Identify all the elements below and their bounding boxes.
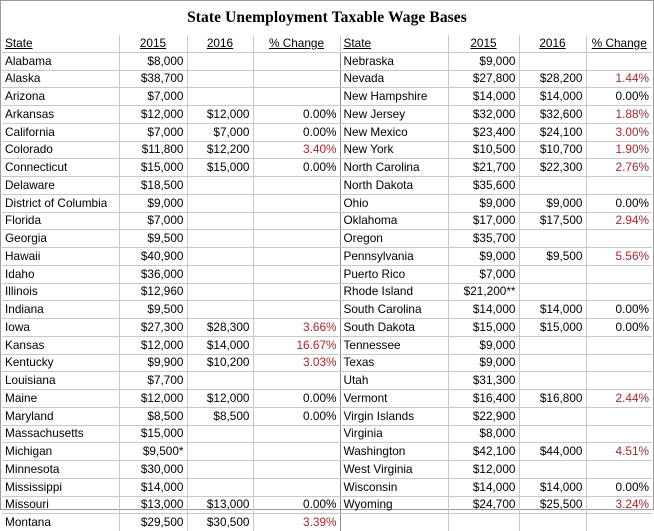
left-y2016-cell bbox=[187, 443, 253, 461]
left-change-cell bbox=[253, 372, 340, 390]
table-row bbox=[2, 443, 652, 461]
right-y2016-cell: $32,600 bbox=[519, 106, 586, 124]
left-change-cell: 0.00% bbox=[253, 407, 340, 425]
left-state-cell: Delaware bbox=[2, 177, 119, 195]
right-y2016-cell: $14,000 bbox=[519, 301, 586, 319]
right-change-cell: 3.00% bbox=[586, 123, 652, 141]
right-y2015-cell: $23,400 bbox=[448, 123, 519, 141]
right-y2016-cell bbox=[519, 407, 586, 425]
right-y2016-cell bbox=[519, 283, 586, 301]
right-change-cell: 2.94% bbox=[586, 212, 652, 230]
right-change-cell: 3.24% bbox=[586, 496, 652, 514]
right-state-cell: North Dakota bbox=[340, 177, 448, 195]
right-y2016-cell: $44,000 bbox=[519, 443, 586, 461]
right-change-cell: 0.00% bbox=[586, 88, 652, 106]
wage-base-table bbox=[2, 35, 652, 531]
right-state-cell: Ohio bbox=[340, 194, 448, 212]
left-y2016-cell bbox=[187, 283, 253, 301]
right-state-cell: South Carolina bbox=[340, 301, 448, 319]
right-y2016-cell bbox=[519, 336, 586, 354]
left-y2016-cell: $10,200 bbox=[187, 354, 253, 372]
right-change-cell: 1.88% bbox=[586, 106, 652, 124]
left-y2016-cell bbox=[187, 301, 253, 319]
left-y2015-cell: $9,500* bbox=[119, 443, 187, 461]
left-y2015-cell: $13,000 bbox=[119, 496, 187, 514]
left-state-cell: Alabama bbox=[2, 52, 119, 70]
right-change-cell bbox=[586, 425, 652, 443]
left-state-cell: Alaska bbox=[2, 70, 119, 88]
table-row bbox=[2, 141, 652, 159]
right-change-cell: 0.00% bbox=[586, 478, 652, 496]
table-row bbox=[2, 354, 652, 372]
left-state-cell: Arkansas bbox=[2, 106, 119, 124]
header-state-left: State bbox=[2, 35, 119, 52]
right-y2016-cell: $14,000 bbox=[519, 88, 586, 106]
left-y2016-cell bbox=[187, 372, 253, 390]
left-y2016-cell: $8,500 bbox=[187, 407, 253, 425]
left-y2016-cell: $13,000 bbox=[187, 496, 253, 514]
left-state-cell: Iowa bbox=[2, 319, 119, 337]
right-y2016-cell: $15,000 bbox=[519, 319, 586, 337]
table-body bbox=[2, 52, 652, 531]
left-y2016-cell: $12,000 bbox=[187, 106, 253, 124]
right-change-cell bbox=[586, 354, 652, 372]
right-y2016-cell: $10,700 bbox=[519, 141, 586, 159]
right-y2015-cell: $14,000 bbox=[448, 478, 519, 496]
table-row bbox=[2, 52, 652, 70]
left-change-cell bbox=[253, 212, 340, 230]
left-state-cell: Idaho bbox=[2, 265, 119, 283]
header-2015-left: 2015 bbox=[119, 35, 187, 52]
left-y2015-cell: $7,700 bbox=[119, 372, 187, 390]
left-state-cell: Maryland bbox=[2, 407, 119, 425]
left-y2015-cell: $36,000 bbox=[119, 265, 187, 283]
left-change-cell bbox=[253, 52, 340, 70]
left-change-cell bbox=[253, 425, 340, 443]
right-change-cell: 5.56% bbox=[586, 248, 652, 266]
right-y2015-cell: $35,700 bbox=[448, 230, 519, 248]
right-y2015-cell: $21,700 bbox=[448, 159, 519, 177]
left-y2015-cell: $9,500 bbox=[119, 230, 187, 248]
page-title: State Unemployment Taxable Wage Bases bbox=[187, 9, 467, 26]
left-state-cell: Massachusetts bbox=[2, 425, 119, 443]
left-y2016-cell bbox=[187, 248, 253, 266]
right-y2016-cell bbox=[519, 425, 586, 443]
right-y2015-cell: $17,000 bbox=[448, 212, 519, 230]
left-y2015-cell: $9,500 bbox=[119, 301, 187, 319]
right-change-cell bbox=[586, 265, 652, 283]
left-change-cell bbox=[253, 248, 340, 266]
right-change-cell bbox=[586, 336, 652, 354]
table-row bbox=[2, 301, 652, 319]
right-change-cell bbox=[586, 461, 652, 479]
header-2015-right: 2015 bbox=[448, 35, 519, 52]
right-state-cell: Virginia bbox=[340, 425, 448, 443]
left-change-cell bbox=[253, 177, 340, 195]
left-change-cell bbox=[253, 478, 340, 496]
right-change-cell bbox=[586, 407, 652, 425]
right-state-cell: Oregon bbox=[340, 230, 448, 248]
header-2016-left: 2016 bbox=[187, 35, 253, 52]
right-state-cell: New Jersey bbox=[340, 106, 448, 124]
left-y2016-cell: $7,000 bbox=[187, 123, 253, 141]
left-change-cell: 3.03% bbox=[253, 354, 340, 372]
left-state-cell: Arizona bbox=[2, 88, 119, 106]
left-state-cell: Montana bbox=[2, 514, 119, 531]
left-change-cell bbox=[253, 301, 340, 319]
table-row bbox=[2, 496, 652, 514]
right-y2015-cell: $9,000 bbox=[448, 194, 519, 212]
right-state-cell: Wyoming bbox=[340, 496, 448, 514]
left-state-cell: Illinois bbox=[2, 283, 119, 301]
left-y2016-cell bbox=[187, 478, 253, 496]
right-change-cell bbox=[586, 514, 652, 531]
right-y2015-cell: $8,000 bbox=[448, 425, 519, 443]
table-row bbox=[2, 461, 652, 479]
table-row bbox=[2, 319, 652, 337]
right-state-cell: Nebraska bbox=[340, 52, 448, 70]
table-row bbox=[2, 70, 652, 88]
left-state-cell: Indiana bbox=[2, 301, 119, 319]
right-y2015-cell: $9,000 bbox=[448, 354, 519, 372]
left-y2015-cell: $12,000 bbox=[119, 106, 187, 124]
table-row bbox=[2, 514, 652, 531]
table-row bbox=[2, 425, 652, 443]
left-change-cell: 16.67% bbox=[253, 336, 340, 354]
right-y2015-cell bbox=[448, 514, 519, 531]
right-change-cell bbox=[586, 177, 652, 195]
right-state-cell: Virgin Islands bbox=[340, 407, 448, 425]
right-y2015-cell: $27,800 bbox=[448, 70, 519, 88]
left-y2016-cell bbox=[187, 230, 253, 248]
right-state-cell: Wisconsin bbox=[340, 478, 448, 496]
header-change-right: % Change bbox=[586, 35, 652, 52]
left-y2015-cell: $27,300 bbox=[119, 319, 187, 337]
right-state-cell: West Virginia bbox=[340, 461, 448, 479]
left-y2016-cell: $15,000 bbox=[187, 159, 253, 177]
left-change-cell bbox=[253, 194, 340, 212]
table-row bbox=[2, 265, 652, 283]
right-change-cell: 0.00% bbox=[586, 194, 652, 212]
header-2016-right: 2016 bbox=[519, 35, 586, 52]
left-y2015-cell: $40,900 bbox=[119, 248, 187, 266]
right-state-cell: Pennsylvania bbox=[340, 248, 448, 266]
left-y2015-cell: $8,000 bbox=[119, 52, 187, 70]
left-state-cell: Kentucky bbox=[2, 354, 119, 372]
right-state-cell: Nevada bbox=[340, 70, 448, 88]
right-y2015-cell: $9,000 bbox=[448, 248, 519, 266]
left-change-cell: 0.00% bbox=[253, 106, 340, 124]
right-y2016-cell bbox=[519, 230, 586, 248]
right-y2016-cell: $28,200 bbox=[519, 70, 586, 88]
left-state-cell: Kansas bbox=[2, 336, 119, 354]
left-change-cell bbox=[253, 443, 340, 461]
left-state-cell: Florida bbox=[2, 212, 119, 230]
right-change-cell: 0.00% bbox=[586, 301, 652, 319]
left-y2015-cell: $15,000 bbox=[119, 425, 187, 443]
left-state-cell: Hawaii bbox=[2, 248, 119, 266]
table-row bbox=[2, 159, 652, 177]
table-row bbox=[2, 336, 652, 354]
right-y2015-cell: $14,000 bbox=[448, 88, 519, 106]
left-change-cell: 0.00% bbox=[253, 390, 340, 408]
left-y2016-cell: $30,500 bbox=[187, 514, 253, 531]
left-y2016-cell bbox=[187, 425, 253, 443]
right-y2016-cell: $14,000 bbox=[519, 478, 586, 496]
right-y2015-cell: $10,500 bbox=[448, 141, 519, 159]
header-row bbox=[2, 35, 652, 52]
right-y2015-cell: $24,700 bbox=[448, 496, 519, 514]
right-state-cell: Utah bbox=[340, 372, 448, 390]
right-y2015-cell: $16,400 bbox=[448, 390, 519, 408]
left-y2016-cell: $14,000 bbox=[187, 336, 253, 354]
table-row bbox=[2, 88, 652, 106]
right-state-cell bbox=[340, 514, 448, 531]
table-row bbox=[2, 248, 652, 266]
left-change-cell bbox=[253, 70, 340, 88]
right-y2015-cell: $9,000 bbox=[448, 52, 519, 70]
table-row bbox=[2, 283, 652, 301]
left-state-cell: Colorado bbox=[2, 141, 119, 159]
right-y2016-cell: $9,500 bbox=[519, 248, 586, 266]
right-state-cell: New Mexico bbox=[340, 123, 448, 141]
table-row bbox=[2, 194, 652, 212]
right-y2015-cell: $14,000 bbox=[448, 301, 519, 319]
left-change-cell bbox=[253, 88, 340, 106]
left-change-cell bbox=[253, 461, 340, 479]
right-y2015-cell: $9,000 bbox=[448, 336, 519, 354]
header-state-right: State bbox=[340, 35, 448, 52]
right-y2015-cell: $31,300 bbox=[448, 372, 519, 390]
left-y2015-cell: $7,000 bbox=[119, 123, 187, 141]
right-change-cell: 1.90% bbox=[586, 141, 652, 159]
left-y2016-cell bbox=[187, 212, 253, 230]
left-y2016-cell bbox=[187, 88, 253, 106]
left-y2016-cell bbox=[187, 52, 253, 70]
left-state-cell: District of Columbia bbox=[2, 194, 119, 212]
left-state-cell: California bbox=[2, 123, 119, 141]
left-change-cell bbox=[253, 265, 340, 283]
right-y2016-cell bbox=[519, 514, 586, 531]
right-y2015-cell: $15,000 bbox=[448, 319, 519, 337]
right-y2016-cell: $25,500 bbox=[519, 496, 586, 514]
left-y2015-cell: $11,800 bbox=[119, 141, 187, 159]
right-change-cell bbox=[586, 230, 652, 248]
left-y2015-cell: $7,000 bbox=[119, 212, 187, 230]
left-y2015-cell: $12,000 bbox=[119, 336, 187, 354]
right-change-cell: 0.00% bbox=[586, 319, 652, 337]
left-y2015-cell: $30,000 bbox=[119, 461, 187, 479]
left-state-cell: Connecticut bbox=[2, 159, 119, 177]
left-y2015-cell: $8,500 bbox=[119, 407, 187, 425]
right-y2016-cell bbox=[519, 372, 586, 390]
left-state-cell: Minnesota bbox=[2, 461, 119, 479]
right-y2016-cell: $24,100 bbox=[519, 123, 586, 141]
right-state-cell: North Carolina bbox=[340, 159, 448, 177]
left-y2015-cell: $12,000 bbox=[119, 390, 187, 408]
left-y2015-cell: $29,500 bbox=[119, 514, 187, 531]
right-state-cell: New York bbox=[340, 141, 448, 159]
left-y2016-cell: $28,300 bbox=[187, 319, 253, 337]
left-y2015-cell: $38,700 bbox=[119, 70, 187, 88]
left-state-cell: Maine bbox=[2, 390, 119, 408]
left-y2016-cell: $12,000 bbox=[187, 390, 253, 408]
left-state-cell: Missouri bbox=[2, 496, 119, 514]
right-y2016-cell bbox=[519, 461, 586, 479]
left-state-cell: Louisiana bbox=[2, 372, 119, 390]
right-change-cell: 4.51% bbox=[586, 443, 652, 461]
right-state-cell: Rhode Island bbox=[340, 283, 448, 301]
right-change-cell bbox=[586, 52, 652, 70]
left-y2016-cell bbox=[187, 265, 253, 283]
right-y2016-cell bbox=[519, 177, 586, 195]
left-y2016-cell bbox=[187, 177, 253, 195]
table-row bbox=[2, 212, 652, 230]
right-y2015-cell: $12,000 bbox=[448, 461, 519, 479]
table-row bbox=[2, 478, 652, 496]
table-row bbox=[2, 407, 652, 425]
left-y2016-cell bbox=[187, 194, 253, 212]
right-y2015-cell: $42,100 bbox=[448, 443, 519, 461]
table-row bbox=[2, 106, 652, 124]
left-y2015-cell: $9,000 bbox=[119, 194, 187, 212]
right-y2015-cell: $7,000 bbox=[448, 265, 519, 283]
left-change-cell: 3.66% bbox=[253, 319, 340, 337]
right-state-cell: Oklahoma bbox=[340, 212, 448, 230]
left-change-cell bbox=[253, 230, 340, 248]
left-y2016-cell bbox=[187, 461, 253, 479]
right-change-cell: 2.44% bbox=[586, 390, 652, 408]
table-row bbox=[2, 123, 652, 141]
right-change-cell: 1.44% bbox=[586, 70, 652, 88]
right-state-cell: South Dakota bbox=[340, 319, 448, 337]
right-state-cell: Puerto Rico bbox=[340, 265, 448, 283]
table-row bbox=[2, 390, 652, 408]
right-y2016-cell: $16,800 bbox=[519, 390, 586, 408]
right-change-cell bbox=[586, 372, 652, 390]
right-y2016-cell: $17,500 bbox=[519, 212, 586, 230]
left-change-cell bbox=[253, 283, 340, 301]
right-state-cell: New Hampshire bbox=[340, 88, 448, 106]
left-state-cell: Michigan bbox=[2, 443, 119, 461]
left-y2015-cell: $14,000 bbox=[119, 478, 187, 496]
right-y2016-cell: $22,300 bbox=[519, 159, 586, 177]
left-y2015-cell: $7,000 bbox=[119, 88, 187, 106]
right-y2015-cell: $22,900 bbox=[448, 407, 519, 425]
left-y2015-cell: $9,900 bbox=[119, 354, 187, 372]
right-state-cell: Vermont bbox=[340, 390, 448, 408]
right-state-cell: Washington bbox=[340, 443, 448, 461]
right-y2015-cell: $32,000 bbox=[448, 106, 519, 124]
right-y2016-cell: $9,000 bbox=[519, 194, 586, 212]
right-y2016-cell bbox=[519, 265, 586, 283]
table-row bbox=[2, 177, 652, 195]
left-y2015-cell: $12,960 bbox=[119, 283, 187, 301]
table-row bbox=[2, 372, 652, 390]
left-y2016-cell: $12,200 bbox=[187, 141, 253, 159]
right-y2016-cell bbox=[519, 52, 586, 70]
left-change-cell: 3.39% bbox=[253, 514, 340, 531]
right-y2016-cell bbox=[519, 354, 586, 372]
header-change-left: % Change bbox=[253, 35, 340, 52]
right-change-cell: 2.76% bbox=[586, 159, 652, 177]
left-y2015-cell: $15,000 bbox=[119, 159, 187, 177]
left-y2016-cell bbox=[187, 70, 253, 88]
right-state-cell: Tennessee bbox=[340, 336, 448, 354]
left-change-cell: 0.00% bbox=[253, 496, 340, 514]
left-y2015-cell: $18,500 bbox=[119, 177, 187, 195]
right-y2015-cell: $21,200** bbox=[448, 283, 519, 301]
left-state-cell: Mississippi bbox=[2, 478, 119, 496]
right-change-cell bbox=[586, 283, 652, 301]
table-row bbox=[2, 230, 652, 248]
left-change-cell: 3.40% bbox=[253, 141, 340, 159]
left-change-cell: 0.00% bbox=[253, 159, 340, 177]
right-y2015-cell: $35,600 bbox=[448, 177, 519, 195]
right-state-cell: Texas bbox=[340, 354, 448, 372]
left-state-cell: Georgia bbox=[2, 230, 119, 248]
left-change-cell: 0.00% bbox=[253, 123, 340, 141]
